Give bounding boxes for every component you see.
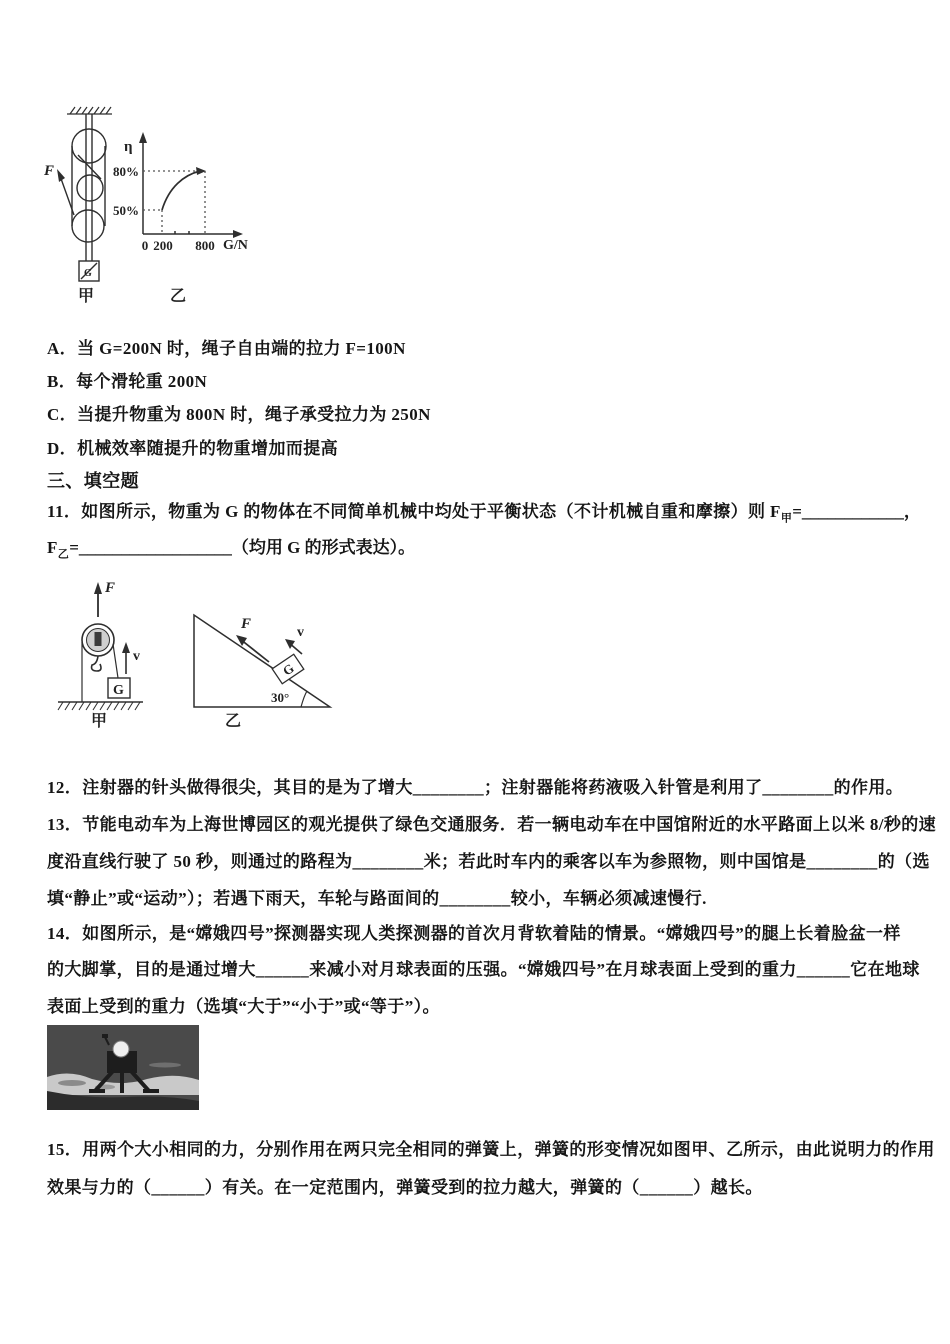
question-15-line-1: 15．用两个大小相同的力，分别作用在两只完全相同的弹簧上，弹簧的形变情况如图甲、乙所示，由此说明力的作用 [47,1140,935,1159]
question-13-line-3: 填“静止”或“运动”）；若遇下雨天，车轮与路面间的________较小，车辆必须减速慢行. [47,889,707,908]
option-d: D．机械效率随提升的物重增加而提高 [47,439,339,458]
tick-0: 0 [141,238,149,253]
y-axis-label: η [124,139,133,155]
q11-incline-icon [194,615,330,730]
figure-jia-label: 甲 [78,288,95,305]
q11-text-2: F [47,538,58,557]
tick-800: 800 [195,238,215,253]
question-13-line-2: 度沿直线行驶了 50 秒，则通过的路程为________米；若此时车内的乘客以车为参照物，则中国馆是________的（选 [47,852,930,871]
q11-jia-label: 甲 [91,713,108,730]
option-b: B．每个滑轮重 200N [47,372,208,391]
q10-figure-pulley-and-graph [40,103,265,308]
question-13-line-1: 13．节能电动车为上海世博园区的观光提供了绿色交通服务．若一辆电动车在中国馆附近的水平路面上以米 8/秒的速 [47,815,937,834]
force-label: F [44,163,55,179]
x-axis-label: G/N [223,238,248,253]
y-axis-arrow-icon [139,132,147,143]
question-14-line-3: 表面上受到的重力（选填“大于”“小于”或“等于”）。 [47,997,440,1016]
q11-blank-2: =__________________（均用 G 的形式表达）。 [69,538,416,557]
option-a: A．当 G=200N 时，绳子自由端的拉力 F=100N [47,339,406,358]
force-arrowhead-icon [57,169,65,182]
q11-angle-label: 30° [271,690,290,705]
tick-200: 200 [153,238,173,253]
question-11-line-1 [47,501,921,529]
question-14-line-1: 14．如图所示，是“嫦娥四号”探测器实现人类探测器的首次月背软着陆的情景。“嫦娥四号”的腿上长着脸盆一样 [47,924,901,943]
ceiling-hatch-icon [67,107,112,114]
question-11-line-2 [47,537,415,565]
curve-arrowhead-icon [196,167,206,175]
q11-sub-yi: 乙 [57,548,70,561]
q11-blank-1: =____________， [792,502,921,521]
q11-force-label: F [105,580,116,596]
figure-yi-label: 乙 [170,288,187,305]
question-12: 12．注射器的针头做得很尖，其目的是为了增大________；注射器能将药液吸入针管是利用了________的作用。 [47,778,904,797]
q11-velocity-label: v [133,649,140,664]
question-14-line-2: 的大脚掌，目的是通过增大______来减小对月球表面的压强。“嫦娥四号”在月球表面上受到的重力______它在地球 [47,960,920,979]
tick-80: 80% [113,164,139,179]
q11-incline-force-label: F [241,616,252,632]
q11-yi-label: 乙 [225,713,242,730]
x-axis-arrow-icon [233,230,243,238]
moon-landing-photo [47,1025,199,1110]
tick-50: 50% [113,203,139,218]
question-15-line-2: 效果与力的（______）有关。在一定范围内，弹簧受到的拉力越大，弹簧的（______）越长。 [47,1178,763,1197]
weight-label: G [84,268,92,279]
q11-text-1: 11．如图所示，物重为 G 的物体在不同简单机械中均处于平衡状态（不计机械自重和摩擦）则 F [47,502,781,521]
option-c: C．当提升物重为 800N 时，绳子承受拉力为 250N [47,405,431,424]
q11-weight-label: G [113,683,124,698]
q11-incline-velocity-label: v [297,625,304,640]
efficiency-curve [162,171,200,210]
efficiency-graph [113,132,248,305]
section-title: 三、填空题 [47,471,139,491]
q11-sub-jia: 甲 [780,512,793,525]
pulley-system-icon [59,114,106,281]
q11-figure-pulley-and-incline [55,572,345,734]
q11-pulley-icon [58,582,143,710]
dotted-guides [143,171,205,234]
q11-incline-weight-label: G [279,660,297,679]
